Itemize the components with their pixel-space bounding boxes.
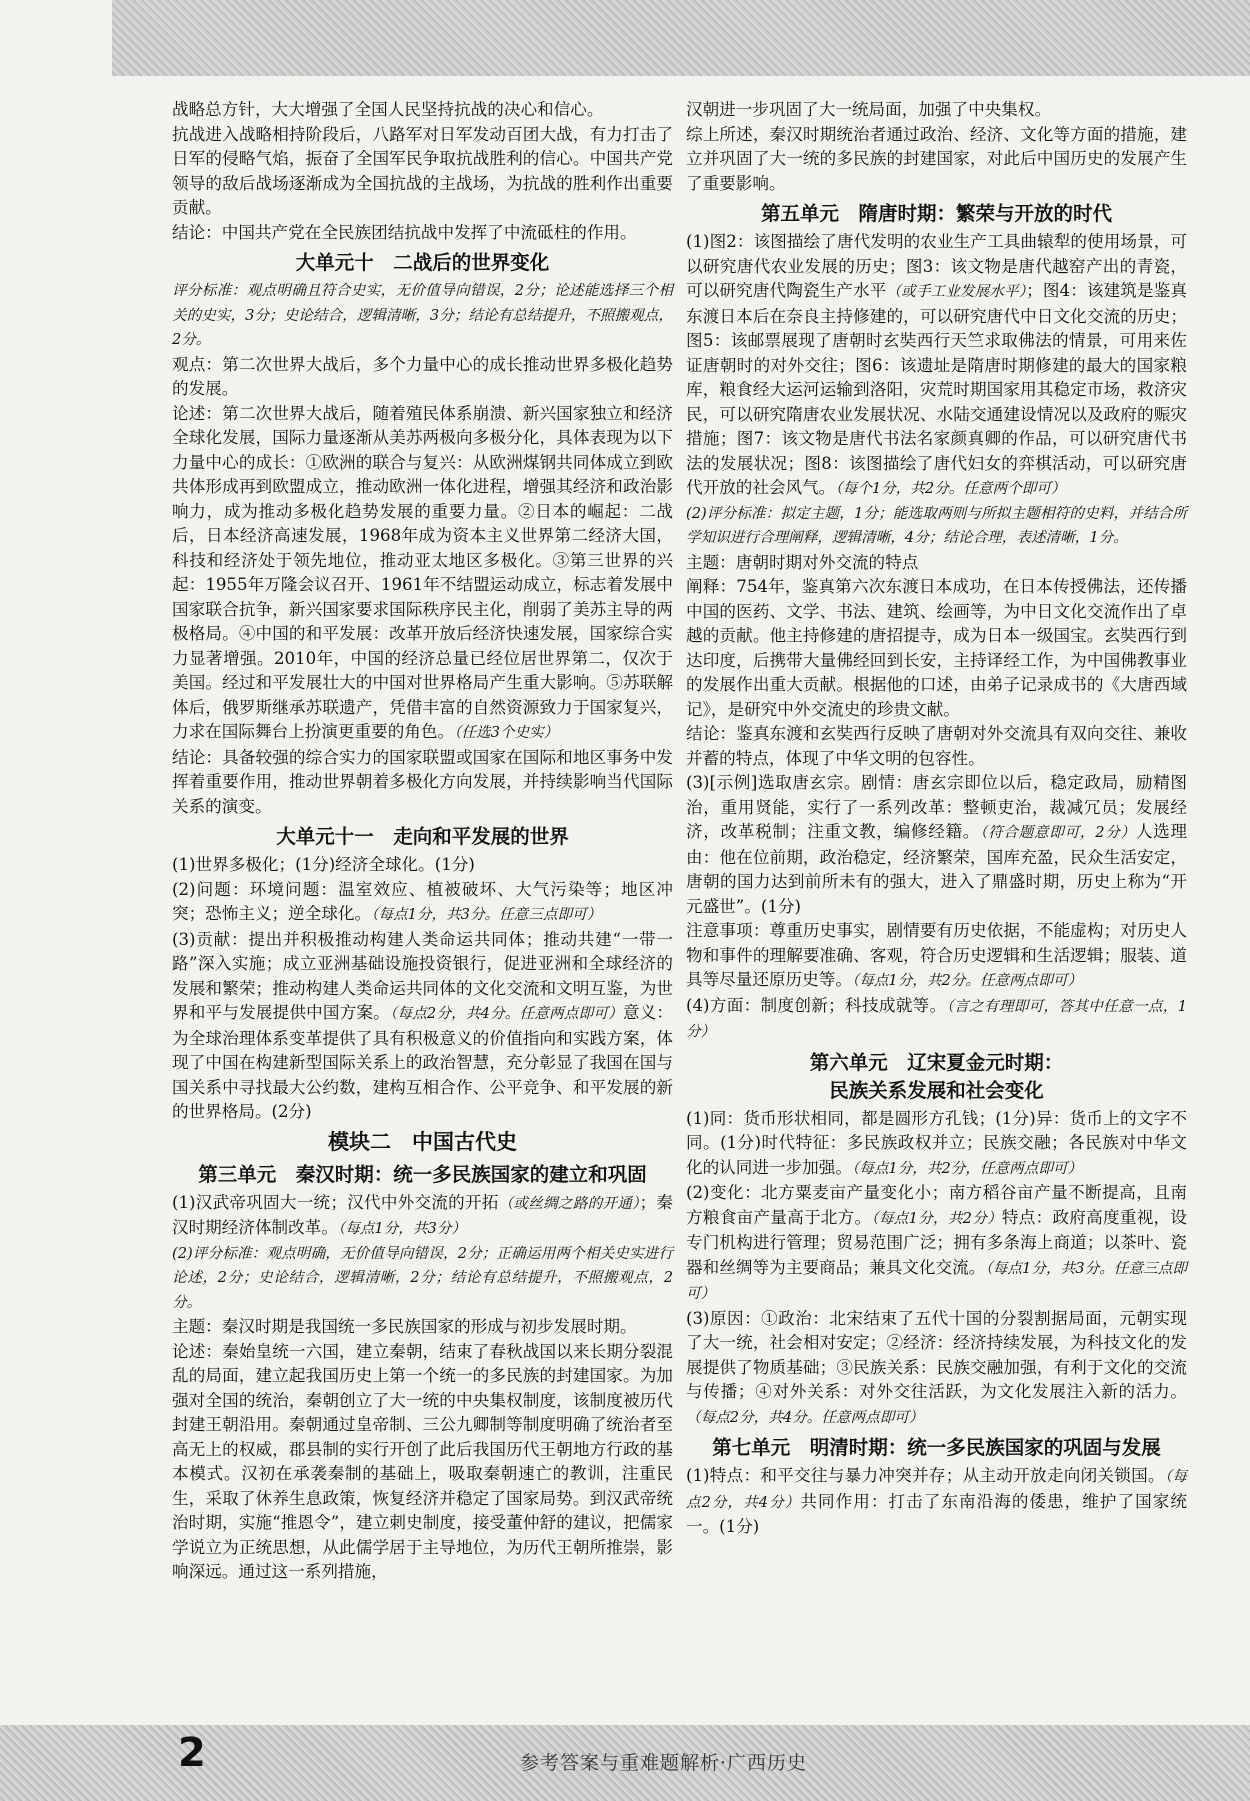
unit-7-title: 第七单元 明清时期：统一多民族国家的巩固与发展 [712, 1436, 1161, 1459]
paragraph: 汉朝进一步巩固了大一统局面，加强了中央集权。 [686, 100, 1052, 119]
module-2-title: 模块二 中国古代史 [328, 1129, 517, 1154]
score-note: （任选3个史实） [454, 724, 559, 741]
answer-text: (1)特点：和平交往与暴力冲突并存；从主动开放走向闭关锁国。 [686, 1466, 1165, 1485]
paragraph: 结论：中国共产党在全民族团结抗战中发挥了中流砥柱的作用。 [172, 222, 637, 242]
score-note: （每点1分，共3分。任意三点即可） [686, 1259, 1188, 1302]
unit-11-title: 大单元十一 走向和平发展的世界 [276, 825, 569, 848]
answer-text: (4)方面：制度创新；科技成就等。 [686, 995, 947, 1015]
unit-6-subtitle: 民族关系发展和社会变化 [829, 1078, 1044, 1102]
score-note: （或丝绸之路的开通） [498, 1194, 640, 1212]
right-column [686, 98, 1187, 1540]
answer-text: (3)原因：①政治：北宋结束了五代十国的分裂割据局面，元朝实现了大一统，社会相对安定；②经济：经济持续发展，为科技文化的发展提供了物质基础；③民族关系：民族交融加强，有利于文化的交流与传播；④对外关系：对外交往活跃，为文化发展注入新的活力。 [686, 1308, 1187, 1401]
score-note: （每点2分，共4分） [686, 1468, 1187, 1511]
answer-2 [686, 1181, 1187, 1307]
answer-3 [172, 928, 673, 1125]
answer-1 [686, 230, 1187, 502]
paragraph: 论述：秦始皇统一六国，建立秦朝，结束了春秋战国以来长期分裂混乱的局面，建立起我国历史上第一个统一的多民族的封建国家。为加强对全国的统治，秦朝创立了大一统的中央集权制度，该制度被历代封建王朝沿用。秦朝通过皇帝制、三公九卿制等制度明确了统治者至高无上的权威，郡县制的实行开创了此后我国历代王朝地方行政的基本模式。汉初在承袭秦制的基础上，吸取秦朝速亡的教训，注重民生，采取了休养生息政策，恢复经济并稳定了国家局势。到汉武帝统治时期，实施“推恩令”，建立刺史制度，接受董仲舒的建议，把儒家学说立为正统思想，从此儒学居于主导地位，为历代王朝所推崇，影响深远。通过这一系列措施， [172, 1341, 673, 1581]
paragraph: 结论：鉴真东渡和玄奘西行反映了唐朝对外交流具有双向交往、兼收并蓄的特点，体现了中华文明的包容性。 [686, 724, 1187, 768]
header-band [112, 0, 1250, 76]
answer-text: (3)[示例]选取唐玄宗。剧情：唐玄宗即位以后，稳定政局，励精图治，重用贤能，实行了一系列改革：整顿吏治，裁减冗员；发展经济，改革税制；注重文教，编修经籍。 [686, 773, 1187, 841]
score-note: （每点2分，共4分。任意两点即可） [389, 1005, 623, 1022]
answer-text: 注意事项：尊重历史事实，剧情要有历史依据，不能虚构；对历史人物和事件的理解要准确、客观，符合历史逻辑和生活逻辑；服装、道具等尽量还原历史等。 [686, 921, 1187, 989]
answer-text: ；秦汉时期经济体制改革。 [172, 1192, 673, 1237]
paragraph [172, 402, 673, 746]
scoring-criteria: (2)评分标准：观点明确，无价值导向错误，2分；正确运用两个相关史实进行论述，2分；史论结合，逻辑清晰，2分；结论有总结提升，不照搬观点，2分。 [172, 1244, 673, 1311]
answer-text: (2)变化：北方粟麦亩产量变化小；南方稻谷亩产量不断提高，且南方粮食亩产量高于北方。 [686, 1183, 1187, 1227]
scoring-criteria: (2)评分标准：拟定主题，1分；能选取两则与所拟主题相符的史料，并结合所学知识进行合理阐释，逻辑清晰，4分；结论合理，表述清晰，1分。 [686, 504, 1187, 546]
answer-text: ；图4：该建筑是鉴真东渡日本后在奈良主持修建的，可以研究唐代中日文化交流的历史；图5：该邮票展现了唐朝时玄奘西行天竺求取佛法的情景，可用来佐证唐朝时的对外交往；图6：该遗址是隋唐时期修建的最大的国家粮库，粮食经大运河运输到洛阳，灾荒时期国家用其稳定市场，救济灾民，可以研究隋唐农业发展状况、水陆交通建设情况以及政府的赈灾措施；图7：该文物是唐代书法名家颜真卿的作品，可以研究唐代书法的发展状况；图8：该图描绘了唐代妇女的弈棋活动，可以研究唐代开放的社会风气。 [686, 281, 1188, 497]
answer-text: 共同作用：打击了东南沿海的倭患，维护了国家统一。(1分) [686, 1491, 1187, 1536]
paragraph: 主题：秦汉时期是我国统一多民族国家的形成与初步发展时期。 [172, 1317, 637, 1336]
answer-text: (1)同：货币形状相同，都是圆形方孔钱；(1分)异：货币上的文字不同。(1分)时代特征：多民族政权并立；民族交融；各民族对中华文化的认同进一步加强。 [686, 1108, 1187, 1177]
answer-text: (3)贡献：提出并积极推动构建人类命运共同体；推动共建“一带一路”深入实施；成立亚洲基础设施投资银行，促进亚洲和全球经济的发展和繁荣；推动构建人类命运共同体的文化交流和文明互鉴，为世界和平与发展提供中国方案。 [172, 929, 673, 1022]
paragraph [686, 919, 1187, 994]
answer-2 [172, 878, 673, 928]
score-note: （每点2分，共4分。任意两点即可） [686, 1408, 924, 1426]
score-note: （每点1分，共2分。任意两点即可） [851, 972, 1083, 989]
paragraph: 主题：唐朝时期对外交流的特点 [686, 552, 919, 572]
answer-text: (1)汉武帝巩固大一统；汉代中外交流的开拓 [172, 1192, 499, 1212]
answer-text: 人选理由：他在位前期，政治稳定，经济繁荣，国库充盈，民众生活安定，唐朝的国力达到前所未有的强大，进入了鼎盛时期，历史上称为“开元盛世”。(1分) [686, 822, 1188, 916]
score-note: （每点1分，共3分。任意三点即可） [371, 906, 602, 923]
paragraph: 结论：具备较强的综合实力的国家联盟或国家在国际和地区事务中发挥着重要作用，推动世界朝着多极化方向发展，并持续影响当代国际关系的演变。 [172, 747, 673, 816]
unit-5-title: 第五单元 隋唐时期：繁荣与开放的时代 [760, 202, 1112, 225]
unit-3-title: 第三单元 秦汉时期：统一多民族国家的建立和巩固 [198, 1162, 647, 1186]
answer-3 [686, 771, 1187, 919]
left-column [172, 98, 673, 1585]
answer-1 [686, 1107, 1187, 1182]
score-note: （或手工业发展水平） [886, 283, 1027, 300]
paragraph: 综上所述，秦汉时期统治者通过政治、经济、文化等方面的措施，建立并巩固了大一统的多民族的封建国家，对此后中国历史的发展产生了重要影响。 [686, 124, 1187, 193]
footer-title: 参考答案与重难题解析·广西历史 [520, 1752, 808, 1774]
argument-text: 论述：第二次世界大战后，随着殖民体系崩溃、新兴国家独立和经济全球化发展，国际力量逐渐从美苏两极向多极分化，具体表现为以下力量中心的成长：①欧洲的联合与复兴：从欧洲煤钢共同体成立到欧共体形成再到欧盟成立，推动欧洲一体化进程，增强其经济和政治影响力，成为推动多极化趋势发展的重要力量。②日本的崛起：二战后，日本经济高速发展，1968年成为资本主义世界第二经济大国，科技和经济处于领先地位，推动亚太地区多极化。③第三世界的兴起：1955年万隆会议召开、1961年不结盟运动成立，标志着发展中国家联合抗争，新兴国家要求国际秩序民主化，削弱了美苏主导的两极格局。④中国的和平发展：改革开放后经济快速发展，国家综合实力显著增强。2010年，中国的经济总量已经位居世界第二，仅次于美国。经过和平发展壮大的中国对世界格局产生重大影响。⑤苏联解体后，俄罗斯继承苏联遗产，凭借丰富的自然资源致力于国家复兴，力求在国际舞台上扮演更重要的角色。 [172, 403, 673, 741]
score-note: （每点1分，共2分，任意两点即可） [851, 1159, 1083, 1177]
unit-6-title: 第六单元 辽宋夏金元时期： [809, 1050, 1064, 1074]
paragraph: 抗战进入战略相持阶段后，八路军对日军发动百团大战，有力打击了日军的侵略气焰，振奋了全国军民争取抗战胜利的信心。中国共产党领导的敌后战场逐渐成为全国抗战的主战场，为抗战的胜利作出重要贡献。 [172, 124, 673, 217]
answer-text: 特点：政府高度重视，设专门机构进行管理；贸易范围广泛；拥有多条海上商道；以茶叶、瓷器和丝绸等为主要商品；兼具文化交流。 [686, 1207, 1188, 1277]
answer-1: (1)世界多极化；(1分)经济全球化。(1分) [172, 855, 475, 874]
paragraph: 观点：第二次世界大战后，多个力量中心的成长推动世界多极化趋势的发展。 [172, 354, 673, 398]
answer-text: (2)问题：环境问题：温室效应、植被破坏、大气污染等；地区冲突；恐怖主义；逆全球化。 [172, 879, 673, 923]
answer-text: (1)图2：该图描绘了唐代发明的农业生产工具曲辕犁的使用场景，可以研究唐代农业发展的历史；图3：该文物是唐代越窑产出的青瓷，可以研究唐代陶瓷生产水平 [686, 232, 1187, 300]
answer-4 [686, 994, 1187, 1045]
answer-3 [686, 1307, 1187, 1431]
scoring-criteria: 评分标准：观点明确且符合史实，无价值导向错误，2分；论述能选择三个相关的史实，3分；史论结合，逻辑清晰，3分；结论有总结提升，不照搬观点，2分。 [172, 282, 673, 348]
score-note: （每个1分，共2分。任意两个即可） [835, 480, 1066, 497]
unit-10-title: 大单元十 二战后的世界变化 [295, 251, 550, 274]
page-number: 2 [178, 1730, 206, 1776]
score-note: （每点1分，共2分） [871, 1209, 1002, 1227]
score-note: （每点1分，共3分） [337, 1220, 466, 1237]
answer-1 [172, 1191, 673, 1242]
paragraph: 战略总方针，大大增强了全国人民坚持抗战的决心和信心。 [172, 100, 604, 119]
paragraph: 阐释：754年，鉴真第六次东渡日本成功，在日本传授佛法，还传播中国的医药、文学、书法、建筑、绘画等，为中日文化交流作出了卓越的贡献。他主持修建的唐招提寺，成为日本一级国宝。玄奘西行到达印度，后携带大量佛经回到长安，主持译经工作，为中国佛教事业的发展作出重大贡献。根据他的口述，由弟子记录成书的《大唐西域记》，是研究中外交流史的珍贵文献。 [686, 577, 1187, 719]
answer-text: 意义：为全球治理体系变革提供了具有积极意义的价值指向和实践方案，体现了中国在构建新型国际关系上的政治智慧，充分彰显了我国在国与国关系中寻找最大公约数，建构互相合作、公平竞争、和平发展的新的世界格局。(2分) [172, 1003, 674, 1121]
score-note: （符合题意即可，2分） [980, 824, 1136, 841]
score-note: （言之有理即可，答其中任意一点，1分） [686, 997, 1187, 1040]
answer-1 [686, 1464, 1187, 1540]
